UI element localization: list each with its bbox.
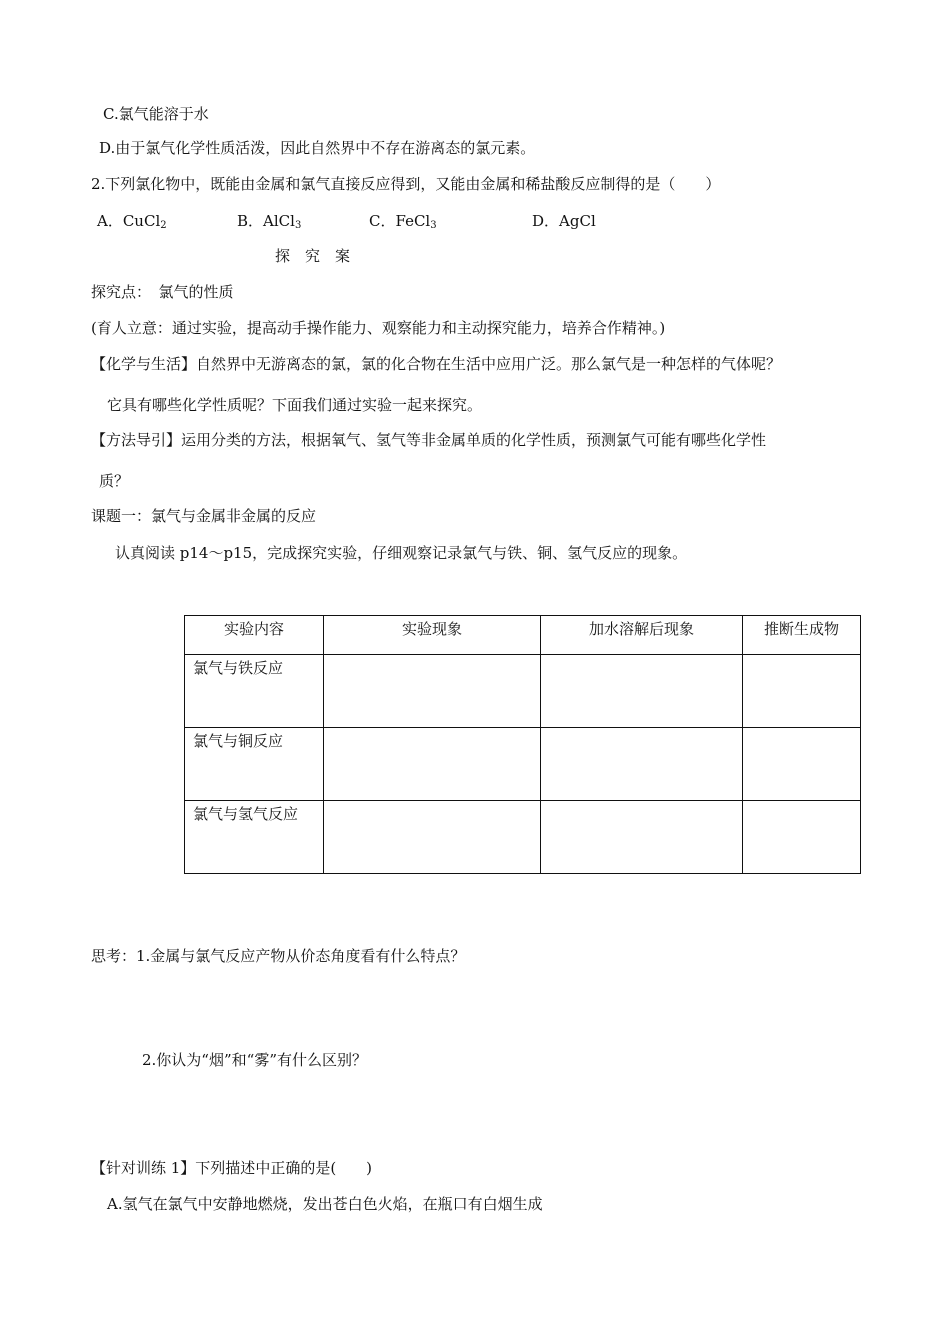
table-cell-product[interactable]	[743, 655, 861, 728]
q2-option-d: D．AgCl	[532, 212, 596, 230]
training-1-title: 【针对训练 1】下列描述中正确的是( )	[91, 1159, 373, 1177]
training-1-option-a: A.氢气在氯气中安静地燃烧，发出苍白色火焰，在瓶口有白烟生成	[107, 1195, 543, 1213]
table-header-row	[185, 616, 861, 655]
table-cell-dissolved[interactable]	[541, 728, 743, 801]
table-cell-product[interactable]	[743, 801, 861, 874]
q2-option-a: A．CuCl$_2$	[97, 212, 167, 231]
table-cell-phenomenon[interactable]	[324, 728, 541, 801]
table-header-cell: 实验现象	[324, 616, 541, 655]
think-question-2: 2.你认为“烟”和“雾”有什么区别？	[142, 1051, 367, 1069]
table-row	[185, 801, 861, 874]
q2-option-b: B．AlCl$_3$	[237, 212, 302, 231]
q2-option-c: C．FeCl$_3$	[369, 212, 437, 231]
table-header-cell: 推断生成物	[743, 616, 861, 655]
table-cell-content: 氯气与铜反应	[185, 728, 324, 801]
table-row	[185, 655, 861, 728]
option-c: C.氯气能溶于水	[103, 105, 209, 123]
education-intent: (育人立意：通过实验，提高动手操作能力、观察能力和主动探究能力，培养合作精神。)	[91, 319, 666, 337]
table-cell-content: 氯气与铁反应	[185, 655, 324, 728]
chem-life-line-1: 【化学与生活】自然界中无游离态的氯，氯的化合物在生活中应用广泛。那么氯气是一种怎样的气体呢？	[91, 355, 782, 373]
topic-1-title: 课题一：氯气与金属非金属的反应	[91, 507, 317, 525]
chem-life-line-2: 它具有哪些化学性质呢？下面我们通过实验一起来探究。	[107, 396, 483, 414]
table-cell-product[interactable]	[743, 728, 861, 801]
reading-instruction: 认真阅读 p14～p15，完成探究实验，仔细观察记录氯气与铁、铜、氢气反应的现象。	[115, 544, 688, 562]
table-cell-phenomenon[interactable]	[324, 655, 541, 728]
table-header-cell: 加水溶解后现象	[541, 616, 743, 655]
table-cell-dissolved[interactable]	[541, 801, 743, 874]
option-d: D.由于氯气化学性质活泼，因此自然界中不存在游离态的氯元素。	[99, 139, 536, 157]
table-cell-dissolved[interactable]	[541, 655, 743, 728]
table-cell-phenomenon[interactable]	[324, 801, 541, 874]
method-guide-line-1: 【方法导引】运用分类的方法，根据氧气、氢气等非金属单质的化学性质，预测氯气可能有哪些化学性	[91, 431, 767, 449]
table-cell-content: 氯气与氢气反应	[185, 801, 324, 874]
table-row	[185, 728, 861, 801]
think-question-1: 思考：1.金属与氯气反应产物从价态角度看有什么特点？	[91, 947, 466, 965]
explore-point: 探究点： 氯气的性质	[91, 283, 234, 301]
section-title: 探 究 案	[275, 247, 351, 265]
question-2-stem: 2.下列氯化物中，既能由金属和氯气直接反应得到，又能由金属和稀盐酸反应制得的是（ ）	[91, 175, 721, 193]
experiment-table	[184, 615, 861, 874]
table-header-cell: 实验内容	[185, 616, 324, 655]
method-guide-line-2: 质？	[99, 472, 130, 490]
